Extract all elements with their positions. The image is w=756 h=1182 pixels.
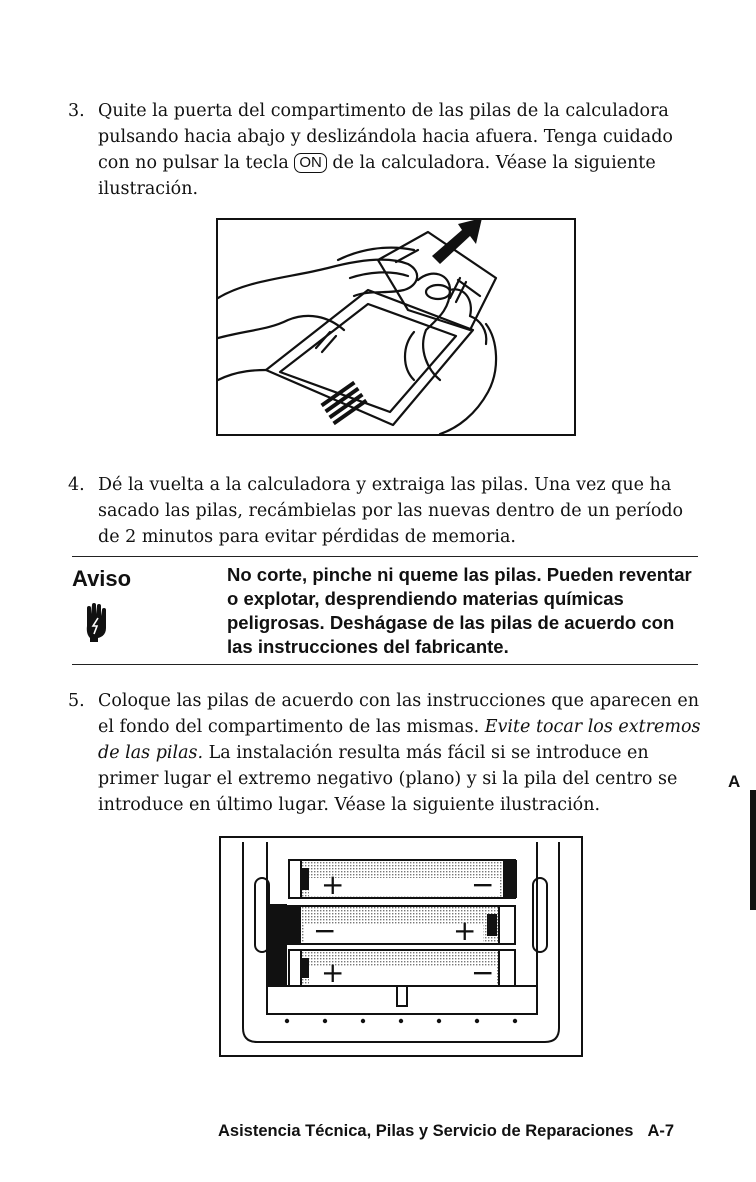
step-number: 3. (68, 101, 85, 121)
battery-door-illustration (216, 218, 576, 436)
polarity-label: − (471, 956, 495, 989)
section-tab-letter: A (728, 772, 741, 791)
warning-bottom-rule (72, 664, 698, 665)
polarity-label: + (321, 956, 345, 989)
battery-compartment-illustration (219, 836, 583, 1057)
footer-title: Asistencia Técnica, Pilas y Servicio de Reparaciones (218, 1122, 634, 1140)
section-tab-bar (750, 790, 756, 910)
contact-dots (285, 1019, 517, 1023)
page-footer (218, 1122, 674, 1141)
step-3 (68, 98, 708, 202)
on-key: ON (294, 153, 327, 173)
polarity-label: + (453, 914, 477, 947)
warning-title: Aviso (72, 566, 132, 591)
step-number: 5. (68, 691, 85, 711)
polarity-label: − (313, 914, 337, 947)
warning-hand-icon (84, 602, 108, 642)
step-text: Dé la vuelta a la calculadora y extraiga las pilas. Una vez que ha sacado las pilas, recámbielas por las nuevas dentro de un período de 2 minutos para evitar pérdidas de memoria. (98, 475, 684, 547)
step-number: 4. (68, 475, 85, 495)
step-text: Coloque las pilas de acuerdo con las instrucciones que aparecen en el fondo del compartimento de las mismas. Evite tocar los extremos de las pilas. La instalación resulta más fácil si se introduce en primer lugar el extremo negativo (plano) y si la pila del centro se introduce en último lugar. Véase la siguiente ilustración. (98, 691, 701, 815)
page-number: A-7 (647, 1122, 675, 1140)
warning-top-rule (72, 556, 698, 557)
polarity-label: − (471, 868, 495, 901)
warning-text: No corte, pinche ni queme las pilas. Pueden reventar o explotar, desprendiendo materias químicas peligrosas. Deshágase de las pilas de acuerdo con las instrucciones del fabricante. (227, 564, 692, 657)
step-4 (68, 472, 708, 550)
polarity-label: + (321, 868, 345, 901)
step-5 (68, 688, 708, 818)
step-text: Quite la puerta del compartimento de las pilas de la calculadora pulsando hacia abajo y deslizándola hacia afuera. Tenga cuidado con no pulsar la tecla ON de la calculadora. Véase la siguiente ilustración. (98, 101, 673, 199)
hands-calculator-drawing (218, 220, 574, 434)
